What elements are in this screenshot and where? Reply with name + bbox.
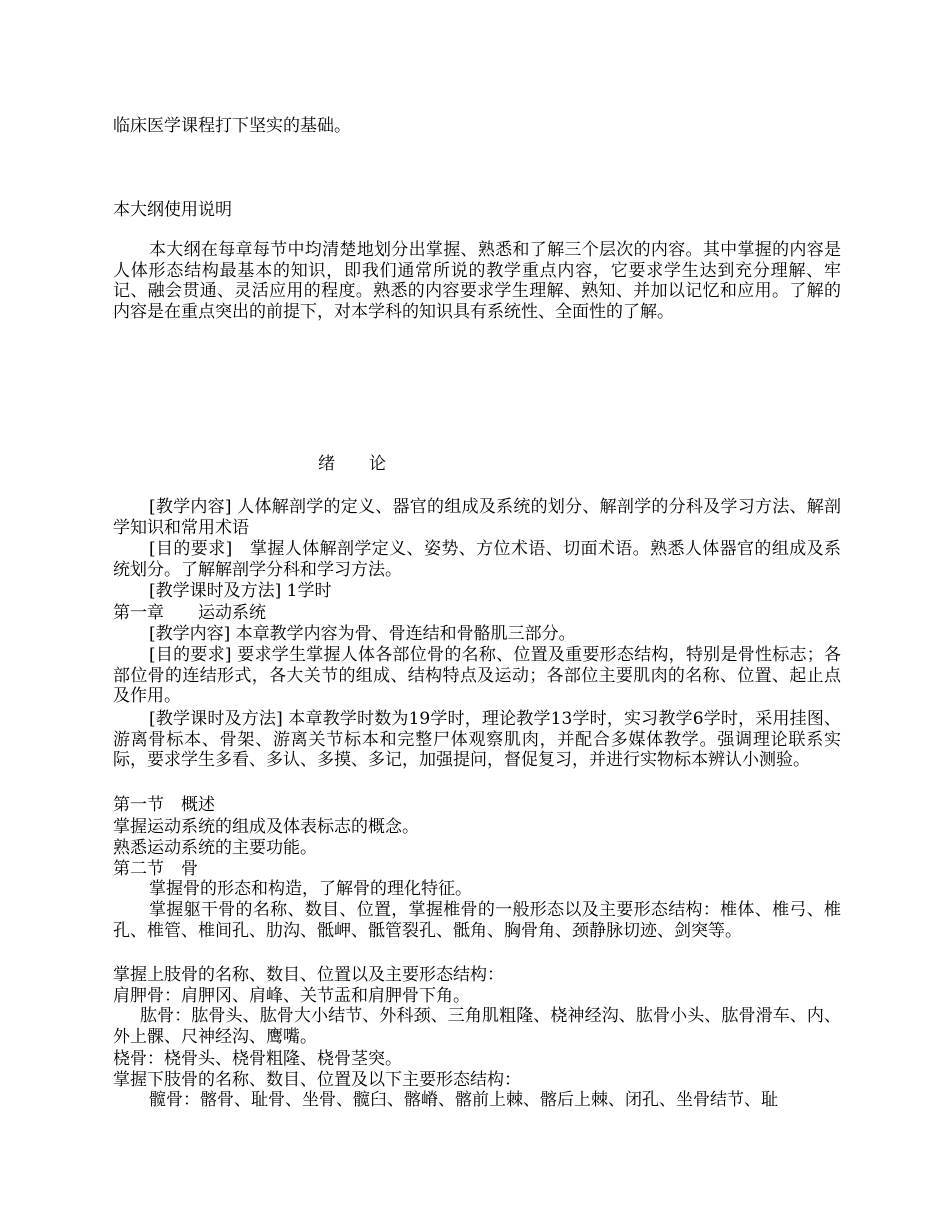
section1-item: 熟悉运动系统的主要功能。 xyxy=(113,838,317,858)
intro-hours: [教学课时及方法] 1学时 xyxy=(149,581,332,601)
section2-trunk-bones: 掌握躯干骨的名称、数目、位置，掌握椎骨的一般形态以及主要形态结构：椎体、椎弓、椎孔、椎管、椎间孔、肋沟、骶岬、骶管裂孔、骶角、胸骨角、颈静脉切迹、剑突等。 xyxy=(113,900,841,941)
chapter1-teaching-content: [教学内容] 本章教学内容为骨、骨连结和骨骼肌三部分。 xyxy=(149,624,576,644)
lower-limb-heading: 掌握下肢骨的名称、数目、位置及以下主要形态结构： xyxy=(113,1070,521,1090)
chapter1-title: 第一章 运动系统 xyxy=(113,603,266,623)
usage-paragraph: 本大纲在每章每节中均清楚地划分出掌握、熟悉和了解三个层次的内容。其中掌握的内容是人体形态结构最基本的知识，即我们通常所说的教学重点内容，它要求学生达到充分理解、牢记、融会贯通、灵活应用的程度。熟悉的内容要求学生理解、熟知、并加以记忆和应用。了解的内容是在重点突出的前提下，对本学科的知识具有系统性、全面性的了解。 xyxy=(113,240,841,322)
upper-limb-heading: 掌握上肢骨的名称、数目、位置以及主要形态结构： xyxy=(113,965,504,985)
section1-title: 第一节 概述 xyxy=(113,795,215,815)
usage-heading: 本大纲使用说明 xyxy=(113,200,232,220)
section2-title: 第二节 骨 xyxy=(113,859,198,879)
intro-chapter-title: 绪 论 xyxy=(318,454,386,474)
chapter1-hours: [教学课时及方法] 本章教学时数为19学时，理论教学13学时，实习教学6学时，采用挂图、游离骨标本、骨架、游离关节标本和完整尸体观察肌肉，并配合多媒体教学。强调理论联系实际，要求学生多看、多认、多摸、多记，加强提问，督促复习，并进行实物标本辨认小测验。 xyxy=(113,709,841,770)
chapter1-goals: [目的要求] 要求学生掌握人体各部位骨的名称、位置及重要形态结构，特别是骨性标志；各部位骨的连结形式，各大关节的组成、结构特点及运动；各部位主要肌肉的名称、位置、起止点及作用。 xyxy=(113,645,841,706)
intro-tail-text: 临床医学课程打下坚实的基础。 xyxy=(113,116,351,136)
section1-item: 掌握运动系统的组成及体表标志的概念。 xyxy=(113,817,419,837)
hip-bone-item: 髋骨：髂骨、耻骨、坐骨、髋臼、髂嵴、髂前上棘、髂后上棘、闭孔、坐骨结节、耻 xyxy=(149,1090,778,1110)
humerus-item: 肱骨：肱骨头、肱骨大小结节、外科颈、三角肌粗隆、桡神经沟、肱骨小头、肱骨滑车、内、外上髁、尺神经沟、鹰嘴。 xyxy=(113,1006,841,1047)
intro-goals: [目的要求] 掌握人体解剖学定义、姿势、方位术语、切面术语。熟悉人体器官的组成及系统划分。了解解剖学分科和学习方法。 xyxy=(113,539,841,580)
scapula-item: 肩胛骨：肩胛冈、肩峰、关节盂和肩胛骨下角。 xyxy=(113,986,470,1006)
intro-teaching-content: [教学内容] 人体解剖学的定义、器官的组成及系统的划分、解剖学的分科及学习方法、解剖学知识和常用术语 xyxy=(113,497,841,538)
section2-bone-morphology: 掌握骨的形态和构造，了解骨的理化特征。 xyxy=(149,879,472,899)
radius-item: 桡骨：桡骨头、桡骨粗隆、桡骨茎突。 xyxy=(113,1049,402,1069)
